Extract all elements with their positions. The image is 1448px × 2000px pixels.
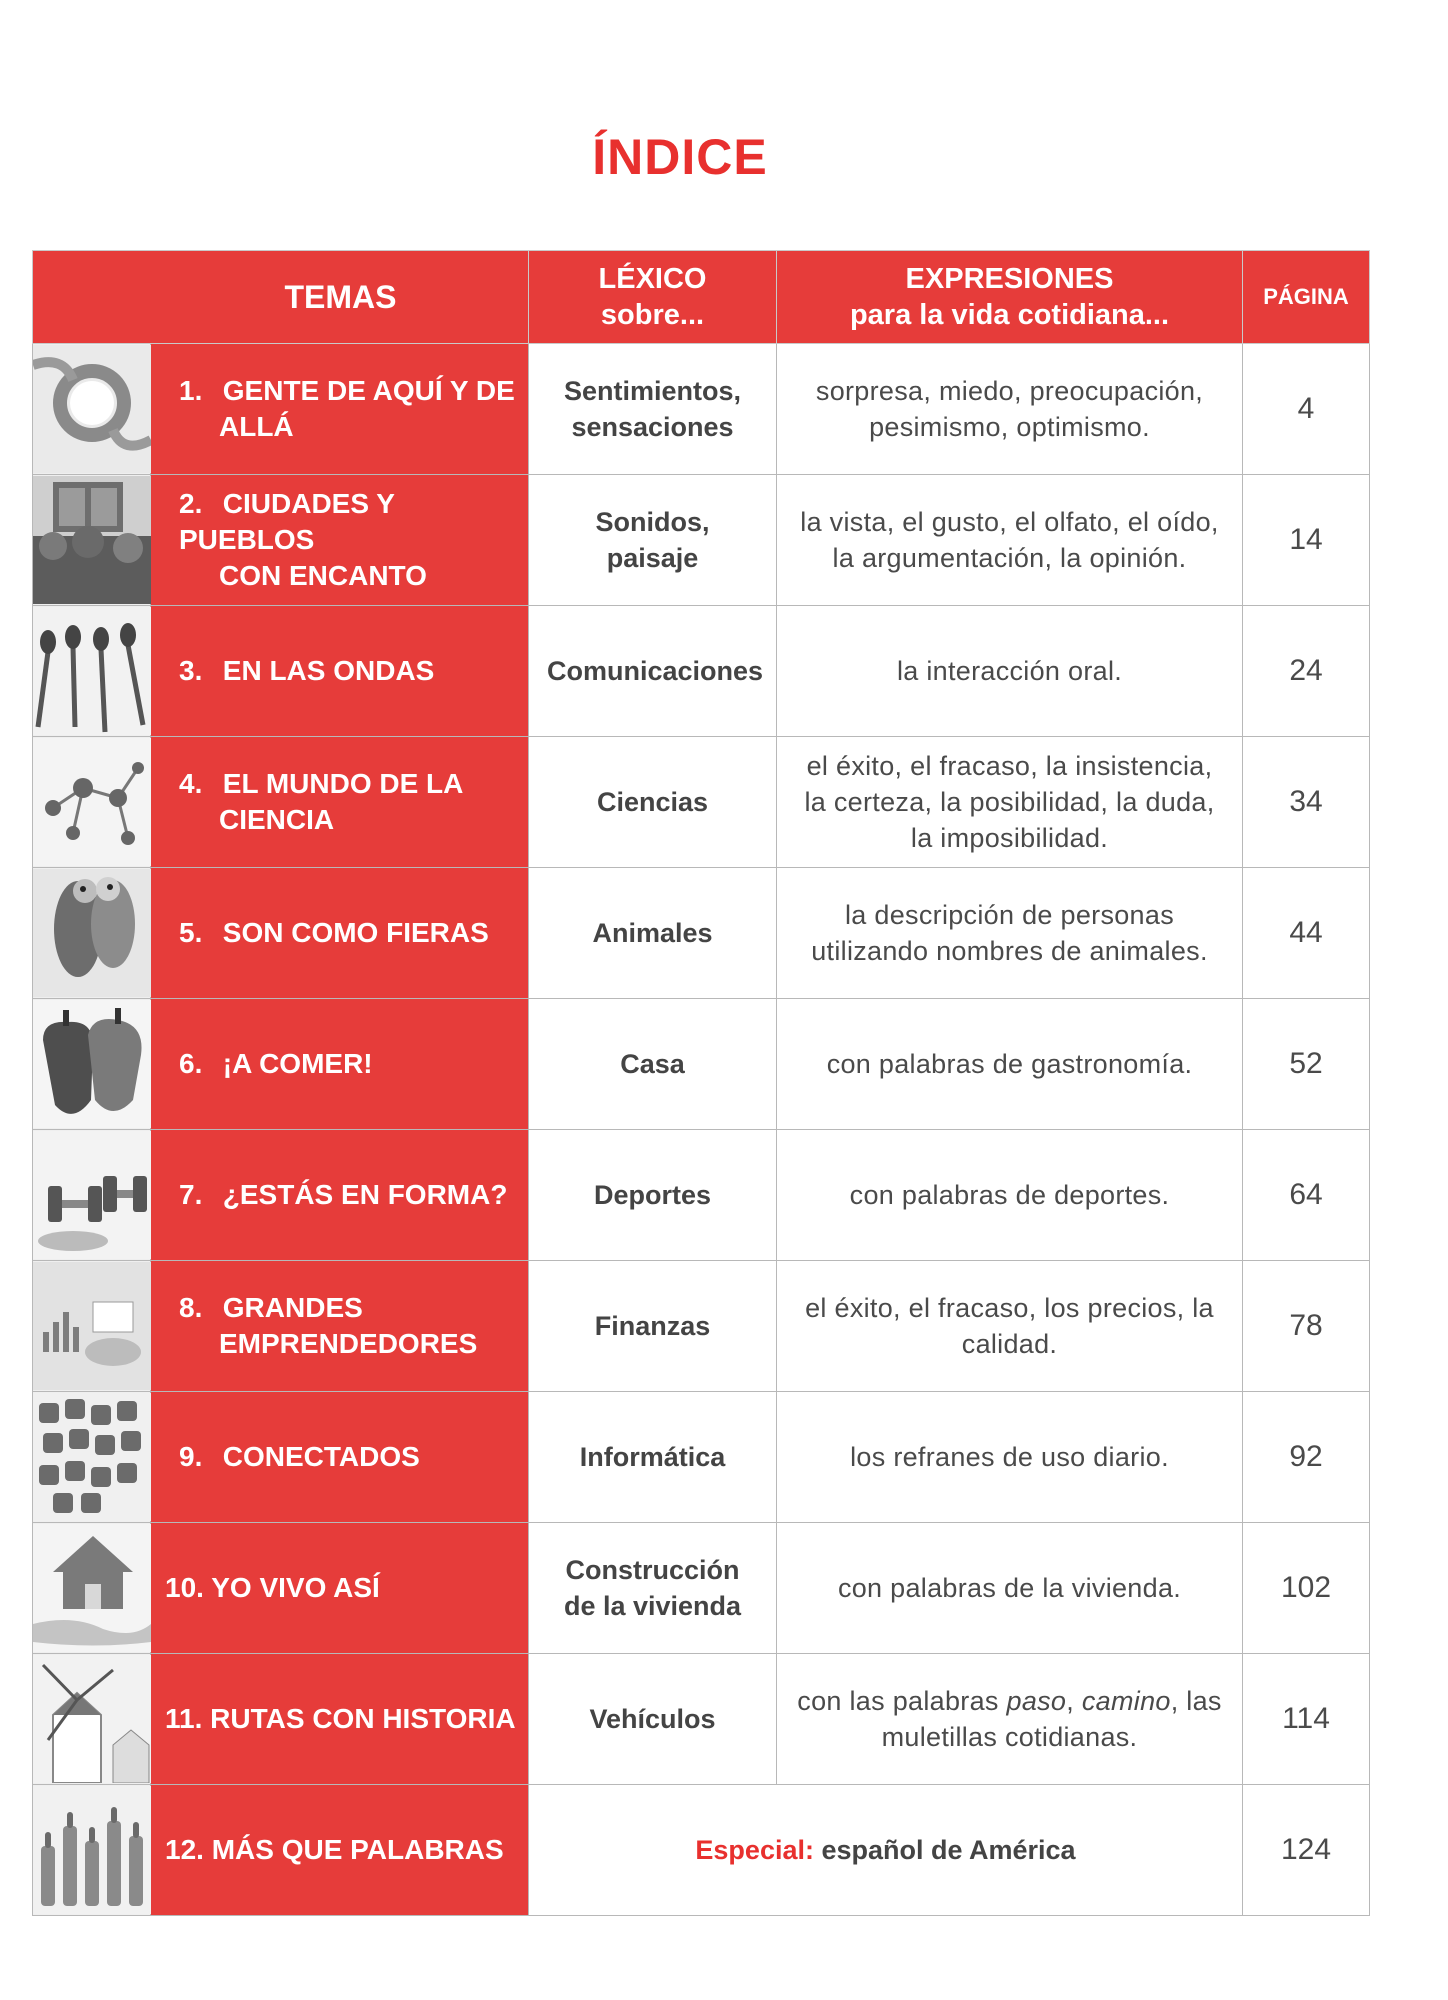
page-number-2[interactable]: 14 xyxy=(1243,475,1370,606)
lexico-3: Comunicaciones xyxy=(529,606,777,737)
expresiones-11: con las palabras paso, camino, las muletillas cotidianas. xyxy=(777,1654,1243,1785)
window-garden-icon xyxy=(33,475,151,606)
lexico-9: Informática xyxy=(529,1392,777,1523)
peppers-icon xyxy=(33,999,151,1130)
table-row xyxy=(33,1130,1370,1261)
page-number-4[interactable]: 34 xyxy=(1243,737,1370,868)
topic-9[interactable]: 9. CONECTADOS xyxy=(151,1392,529,1523)
molecule-icon xyxy=(33,737,151,868)
topic-12[interactable]: 12. MÁS QUE PALABRAS xyxy=(151,1785,529,1916)
microphones-icon xyxy=(33,606,151,737)
expresiones-10: con palabras de la vivienda. xyxy=(777,1523,1243,1654)
header-lexico: LÉXICO sobre... xyxy=(529,251,777,344)
table-row xyxy=(33,1261,1370,1392)
table-row xyxy=(33,344,1370,475)
expresiones-7: con palabras de deportes. xyxy=(777,1130,1243,1261)
table-row xyxy=(33,1785,1370,1916)
table-row xyxy=(33,737,1370,868)
topic-1[interactable]: 1. GENTE DE AQUÍ Y DE ALLÁ xyxy=(151,344,529,475)
lexico-7: Deportes xyxy=(529,1130,777,1261)
page-number-5[interactable]: 44 xyxy=(1243,868,1370,999)
dumbbells-icon xyxy=(33,1130,151,1261)
table-row xyxy=(33,1654,1370,1785)
lexico-1: Sentimientos, sensaciones xyxy=(529,344,777,475)
table-row xyxy=(33,606,1370,737)
expresiones-5: la descripción de personas utilizando nombres de animales. xyxy=(777,868,1243,999)
lexico-2: Sonidos, paisaje xyxy=(529,475,777,606)
table-row xyxy=(33,1523,1370,1654)
topic-3[interactable]: 3. EN LAS ONDAS xyxy=(151,606,529,737)
index-table xyxy=(32,250,1370,1916)
lexico-8: Finanzas xyxy=(529,1261,777,1392)
lexico-11: Vehículos xyxy=(529,1654,777,1785)
lexico-6: Casa xyxy=(529,999,777,1130)
header-expresiones: EXPRESIONES para la vida cotidiana... xyxy=(777,251,1243,344)
especial-cell: Especial: español de América xyxy=(529,1785,1243,1916)
lexico-4: Ciencias xyxy=(529,737,777,868)
page-number-3[interactable]: 24 xyxy=(1243,606,1370,737)
page-number-7[interactable]: 64 xyxy=(1243,1130,1370,1261)
topic-5[interactable]: 5. SON COMO FIERAS xyxy=(151,868,529,999)
page-title: ÍNDICE xyxy=(592,129,768,185)
topic-10[interactable]: 10. YO VIVO ASÍ xyxy=(151,1523,529,1654)
page-number-8[interactable]: 78 xyxy=(1243,1261,1370,1392)
expresiones-4: el éxito, el fracaso, la insistencia, la certeza, la posibilidad, la duda, la imposibilidad. xyxy=(777,737,1243,868)
topic-4[interactable]: 4. EL MUNDO DE LA CIENCIA xyxy=(151,737,529,868)
topic-8[interactable]: 8. GRANDES EMPRENDEDORES xyxy=(151,1261,529,1392)
especial-label: Especial: xyxy=(695,1835,814,1865)
page-number-12[interactable]: 124 xyxy=(1243,1785,1370,1916)
parrots-icon xyxy=(33,868,151,999)
table-row xyxy=(33,1392,1370,1523)
header-pagina: PÁGINA xyxy=(1243,251,1370,344)
house-hand-icon xyxy=(33,1523,151,1654)
windmills-icon xyxy=(33,1654,151,1785)
page-number-11[interactable]: 114 xyxy=(1243,1654,1370,1785)
table-row xyxy=(33,475,1370,606)
thumbs-up-icon xyxy=(33,1785,151,1916)
hands-circle-icon xyxy=(33,344,151,475)
topic-11[interactable]: 11. RUTAS CON HISTORIA xyxy=(151,1654,529,1785)
topic-7[interactable]: 7. ¿ESTÁS EN FORMA? xyxy=(151,1130,529,1261)
lexico-5: Animales xyxy=(529,868,777,999)
header-temas: TEMAS xyxy=(33,251,529,344)
expresiones-2: la vista, el gusto, el olfato, el oído, la argumentación, la opinión. xyxy=(777,475,1243,606)
topic-2[interactable]: 2. CIUDADES Y PUEBLOS CON ENCANTO xyxy=(151,475,529,606)
expresiones-1: sorpresa, miedo, preocupación, pesimismo, optimismo. xyxy=(777,344,1243,475)
expresiones-9: los refranes de uso diario. xyxy=(777,1392,1243,1523)
lexico-10: Construcción de la vivienda xyxy=(529,1523,777,1654)
app-icons-icon xyxy=(33,1392,151,1523)
page-number-6[interactable]: 52 xyxy=(1243,999,1370,1130)
topic-6[interactable]: 6. ¡A COMER! xyxy=(151,999,529,1130)
expresiones-3: la interacción oral. xyxy=(777,606,1243,737)
page-number-10[interactable]: 102 xyxy=(1243,1523,1370,1654)
finance-chart-icon xyxy=(33,1261,151,1392)
expresiones-8: el éxito, el fracaso, los precios, la calidad. xyxy=(777,1261,1243,1392)
page-number-1[interactable]: 4 xyxy=(1243,344,1370,475)
table-row xyxy=(33,999,1370,1130)
page-number-9[interactable]: 92 xyxy=(1243,1392,1370,1523)
table-row xyxy=(33,868,1370,999)
expresiones-6: con palabras de gastronomía. xyxy=(777,999,1243,1130)
header-row xyxy=(33,251,1370,344)
